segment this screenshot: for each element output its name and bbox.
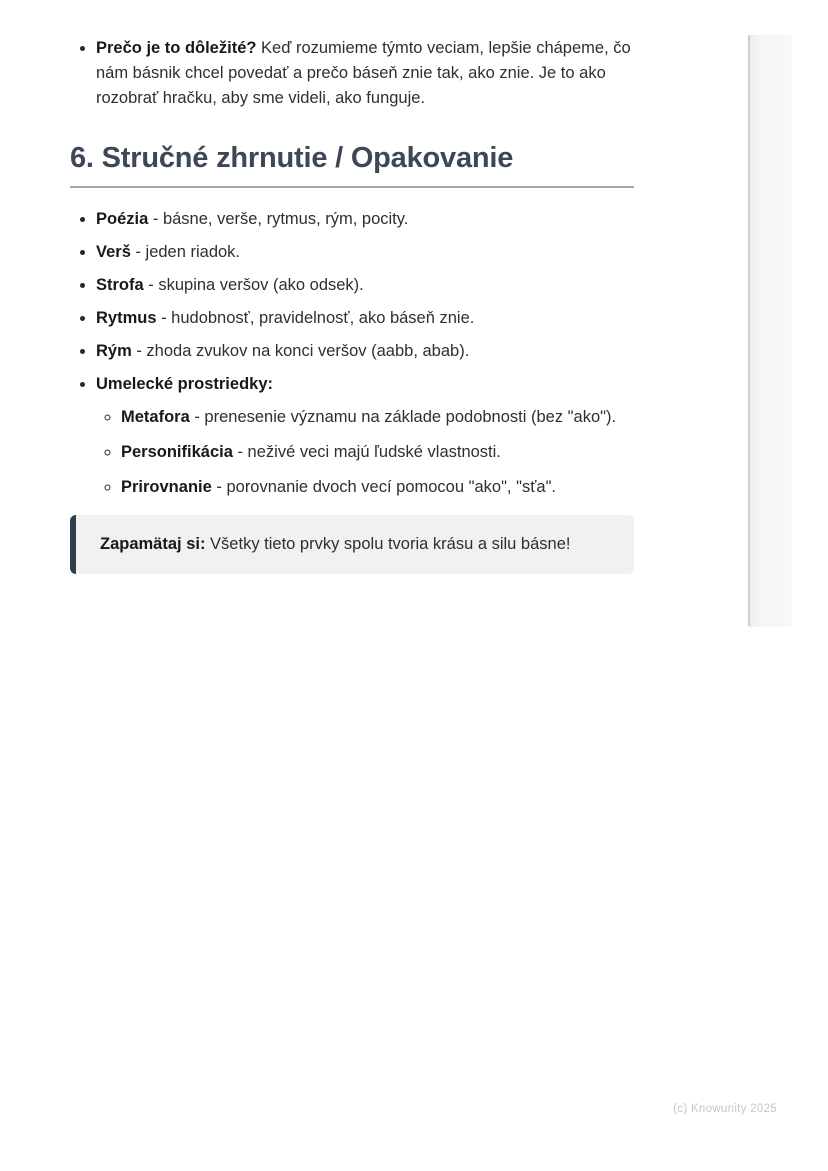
- term-description: - jeden riadok.: [130, 243, 241, 261]
- list-item: [121, 475, 634, 499]
- term-label: Verš: [96, 243, 131, 261]
- term-description: Keď rozumieme týmto veciam, lepšie chápeme, čo nám básnik chcel povedať a prečo báseň znie tak, ako znie. Je to ako rozobrať hračku, aby sme videli, ako funguje.: [96, 39, 631, 107]
- term-label: Prečo je to dôležité?: [96, 39, 257, 57]
- heading-divider: [70, 186, 634, 188]
- term-description: - zhoda zvukov na konci veršov (aabb, abab).: [131, 342, 470, 360]
- sub-list: [96, 405, 634, 499]
- list-item: [96, 240, 634, 264]
- term-label: Metafora: [121, 408, 190, 426]
- term-label: Strofa: [96, 276, 144, 294]
- summary-list: [70, 207, 634, 499]
- term-description: - básne, verše, rytmus, rým, pocity.: [148, 210, 409, 228]
- scrollbar-track[interactable]: [748, 35, 792, 627]
- list-item: [96, 339, 634, 363]
- list-item: [96, 273, 634, 297]
- term-label: Umelecké prostriedky:: [96, 375, 273, 393]
- term-label: Personifikácia: [121, 443, 233, 461]
- document-page: [70, 0, 634, 574]
- term-label: Prirovnanie: [121, 478, 212, 496]
- list-item: [96, 207, 634, 231]
- term-description: - hudobnosť, pravidelnosť, ako báseň znie.: [156, 309, 475, 327]
- list-item: [96, 306, 634, 330]
- list-item: [121, 440, 634, 464]
- term-label: Rým: [96, 342, 132, 360]
- term-description: - skupina veršov (ako odsek).: [143, 276, 364, 294]
- term-label: Poézia: [96, 210, 149, 228]
- callout-label: Zapamätaj si:: [100, 535, 206, 553]
- callout-text: Všetky tieto prvky spolu tvoria krásu a silu básne!: [205, 535, 571, 553]
- list-item: [96, 372, 634, 499]
- footer-credit: (c) Knowunity 2025: [673, 1103, 777, 1115]
- term-description: - neživé veci majú ľudské vlastnosti.: [232, 443, 501, 461]
- term-description: - porovnanie dvoch vecí pomocou "ako", "sťa".: [211, 478, 557, 496]
- list-item: [96, 36, 634, 111]
- term-description: - prenesenie významu na základe podobnosti (bez "ako").: [189, 408, 617, 426]
- callout-box: [70, 515, 634, 574]
- section-heading: 6. Stručné zhrnutie / Opakovanie: [70, 142, 514, 174]
- term-label: Rytmus: [96, 309, 157, 327]
- list-item: [121, 405, 634, 429]
- intro-list: [70, 36, 634, 111]
